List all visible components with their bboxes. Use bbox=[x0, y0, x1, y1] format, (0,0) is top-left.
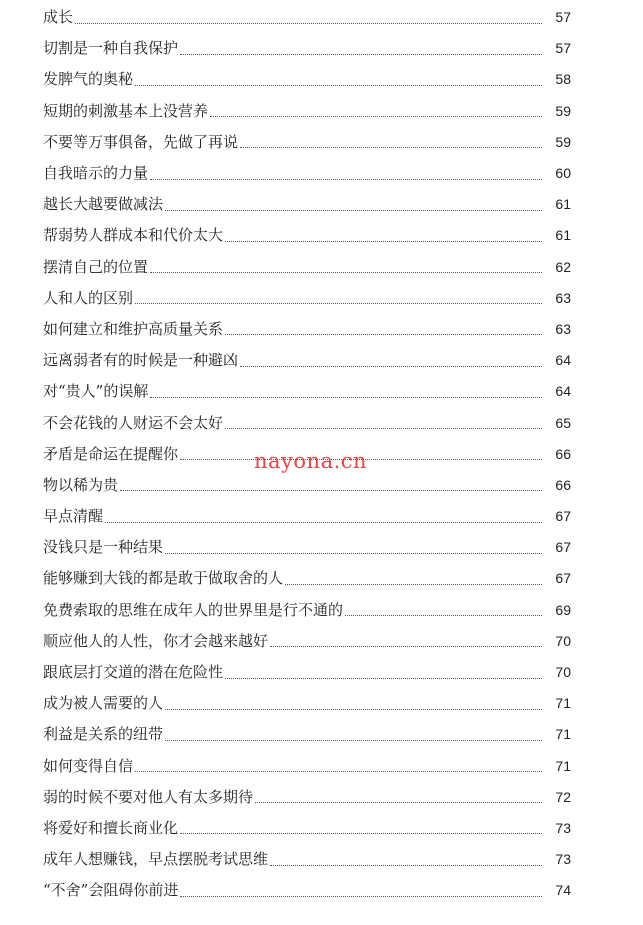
dot-leader bbox=[225, 333, 542, 335]
toc-entry[interactable] bbox=[43, 64, 571, 95]
toc-entry[interactable] bbox=[43, 189, 571, 220]
dot-leader bbox=[255, 801, 542, 803]
dot-leader bbox=[270, 864, 542, 866]
dot-leader bbox=[345, 614, 542, 616]
toc-entry[interactable] bbox=[43, 657, 571, 688]
toc-entry[interactable] bbox=[43, 563, 571, 594]
dot-leader bbox=[240, 365, 542, 367]
dot-leader bbox=[180, 53, 542, 55]
watermark: nayona.cn bbox=[254, 449, 368, 473]
dot-leader bbox=[105, 521, 542, 523]
toc-entry-title: 短期的刺激基本上没营养 bbox=[43, 101, 209, 120]
dot-leader bbox=[135, 770, 542, 772]
toc-entry-page-number: 64 bbox=[555, 383, 571, 400]
toc-entry[interactable] bbox=[43, 532, 571, 563]
toc-entry-title: 不要等万事俱备，先做了再说 bbox=[43, 132, 239, 151]
dot-leader bbox=[240, 146, 542, 148]
toc-entry-title: 物以稀为贵 bbox=[43, 475, 119, 494]
toc-entry-page-number: 59 bbox=[555, 133, 571, 150]
toc-entry-title: 摆清自己的位置 bbox=[43, 257, 149, 276]
toc-entry-title: 成年人想赚钱，早点摆脱考试思维 bbox=[43, 850, 269, 869]
dot-leader bbox=[165, 708, 542, 710]
toc-entry-title: 弱的时候不要对他人有太多期待 bbox=[43, 787, 254, 806]
toc-entry[interactable] bbox=[43, 501, 571, 532]
toc-entry-page-number: 59 bbox=[555, 102, 571, 119]
toc-entry-title: 成为被人需要的人 bbox=[43, 694, 164, 713]
toc-entry-page-number: 67 bbox=[555, 539, 571, 556]
toc-entry-title: 发脾气的奥秘 bbox=[43, 70, 134, 89]
dot-leader bbox=[210, 115, 542, 117]
toc-entry-title: 将爱好和擅长商业化 bbox=[43, 818, 179, 837]
toc-entry[interactable] bbox=[43, 844, 571, 875]
dot-leader bbox=[180, 895, 542, 897]
toc-entry-page-number: 70 bbox=[555, 632, 571, 649]
toc-entry-page-number: 66 bbox=[555, 476, 571, 493]
toc-entry[interactable] bbox=[43, 2, 571, 33]
toc-entry-title: 不会花钱的人财运不会太好 bbox=[43, 413, 224, 432]
toc-entry[interactable] bbox=[43, 220, 571, 251]
toc-entry[interactable] bbox=[43, 96, 571, 127]
toc-entry-page-number: 61 bbox=[555, 227, 571, 244]
toc-entry-page-number: 63 bbox=[555, 320, 571, 337]
toc-entry-title: 越长大越要做减法 bbox=[43, 195, 164, 214]
toc-entry[interactable] bbox=[43, 782, 571, 813]
toc-entry-page-number: 58 bbox=[555, 71, 571, 88]
toc-entry[interactable] bbox=[43, 470, 571, 501]
dot-leader bbox=[285, 583, 542, 585]
toc-entry-title: 跟底层打交道的潜在危险性 bbox=[43, 663, 224, 682]
toc-entry[interactable] bbox=[43, 813, 571, 844]
toc-entry-page-number: 74 bbox=[555, 882, 571, 899]
toc-entry-title: 切割是一种自我保护 bbox=[43, 39, 179, 58]
toc-entry-title: 自我暗示的力量 bbox=[43, 164, 149, 183]
dot-leader bbox=[75, 22, 542, 24]
dot-leader bbox=[150, 178, 542, 180]
toc-entry-title: 如何变得自信 bbox=[43, 756, 134, 775]
toc-entry-title: 没钱只是一种结果 bbox=[43, 538, 164, 557]
dot-leader bbox=[225, 240, 542, 242]
toc-entry-page-number: 67 bbox=[555, 508, 571, 525]
dot-leader bbox=[165, 552, 542, 554]
toc-entry[interactable] bbox=[43, 252, 571, 283]
toc-entry-page-number: 69 bbox=[555, 601, 571, 618]
toc-entry-title: 顺应他人的人性，你才会越来越好 bbox=[43, 631, 269, 650]
toc-entry-title: 能够赚到大钱的都是敢于做取舍的人 bbox=[43, 569, 284, 588]
toc-entry[interactable] bbox=[43, 283, 571, 314]
toc-entry-title: 早点清醒 bbox=[43, 507, 104, 526]
toc-entry[interactable] bbox=[43, 688, 571, 719]
dot-leader bbox=[135, 302, 542, 304]
toc-entry-page-number: 71 bbox=[555, 757, 571, 774]
toc-entry-title: 远离弱者有的时候是一种避凶 bbox=[43, 351, 239, 370]
toc-entry-page-number: 65 bbox=[555, 414, 571, 431]
toc-entry-title: “不舍”会阻碍你前进 bbox=[43, 881, 179, 900]
dot-leader bbox=[135, 84, 542, 86]
toc-entry-title: 矛盾是命运在提醒你 bbox=[43, 444, 179, 463]
toc-entry-title: 利益是关系的纽带 bbox=[43, 725, 164, 744]
dot-leader bbox=[150, 271, 542, 273]
toc-entry-page-number: 66 bbox=[555, 445, 571, 462]
toc-entry-title: 免费索取的思维在成年人的世界里是行不通的 bbox=[43, 600, 344, 619]
dot-leader bbox=[270, 645, 542, 647]
toc-entry[interactable] bbox=[43, 626, 571, 657]
toc-entry-title: 成长 bbox=[43, 8, 74, 27]
toc-entry-page-number: 64 bbox=[555, 352, 571, 369]
dot-leader bbox=[165, 209, 542, 211]
toc-entry-title: 对“贵人”的误解 bbox=[43, 382, 149, 401]
dot-leader bbox=[180, 832, 542, 834]
toc-entry-page-number: 57 bbox=[555, 9, 571, 26]
toc-entry[interactable] bbox=[43, 345, 571, 376]
toc-entry-page-number: 57 bbox=[555, 40, 571, 57]
toc-entry-page-number: 73 bbox=[555, 851, 571, 868]
toc-entry[interactable] bbox=[43, 875, 571, 906]
toc-entry-page-number: 60 bbox=[555, 165, 571, 182]
toc-entry-page-number: 67 bbox=[555, 570, 571, 587]
toc-entry[interactable] bbox=[43, 314, 571, 345]
toc-entry[interactable] bbox=[43, 719, 571, 750]
toc-entry[interactable] bbox=[43, 376, 571, 407]
toc-entry-page-number: 70 bbox=[555, 664, 571, 681]
toc-entry-title: 帮弱势人群成本和代价太大 bbox=[43, 226, 224, 245]
dot-leader bbox=[225, 677, 542, 679]
toc-entry[interactable] bbox=[43, 127, 571, 158]
toc-entry[interactable] bbox=[43, 595, 571, 626]
toc-entry-page-number: 63 bbox=[555, 289, 571, 306]
toc-entry-title: 如何建立和维护高质量关系 bbox=[43, 319, 224, 338]
toc-entry-page-number: 72 bbox=[555, 788, 571, 805]
dot-leader bbox=[150, 396, 542, 398]
dot-leader bbox=[120, 489, 542, 491]
toc-entry-page-number: 61 bbox=[555, 196, 571, 213]
dot-leader bbox=[165, 739, 542, 741]
toc-entry[interactable] bbox=[43, 407, 571, 438]
toc-entry-page-number: 71 bbox=[555, 695, 571, 712]
toc-entry-page-number: 71 bbox=[555, 726, 571, 743]
toc-entry[interactable] bbox=[43, 158, 571, 189]
toc-entry-page-number: 73 bbox=[555, 819, 571, 836]
toc-entry[interactable] bbox=[43, 751, 571, 782]
toc-entry-page-number: 62 bbox=[555, 258, 571, 275]
dot-leader bbox=[225, 427, 542, 429]
toc-entry-title: 人和人的区别 bbox=[43, 288, 134, 307]
toc-entry[interactable] bbox=[43, 33, 571, 64]
